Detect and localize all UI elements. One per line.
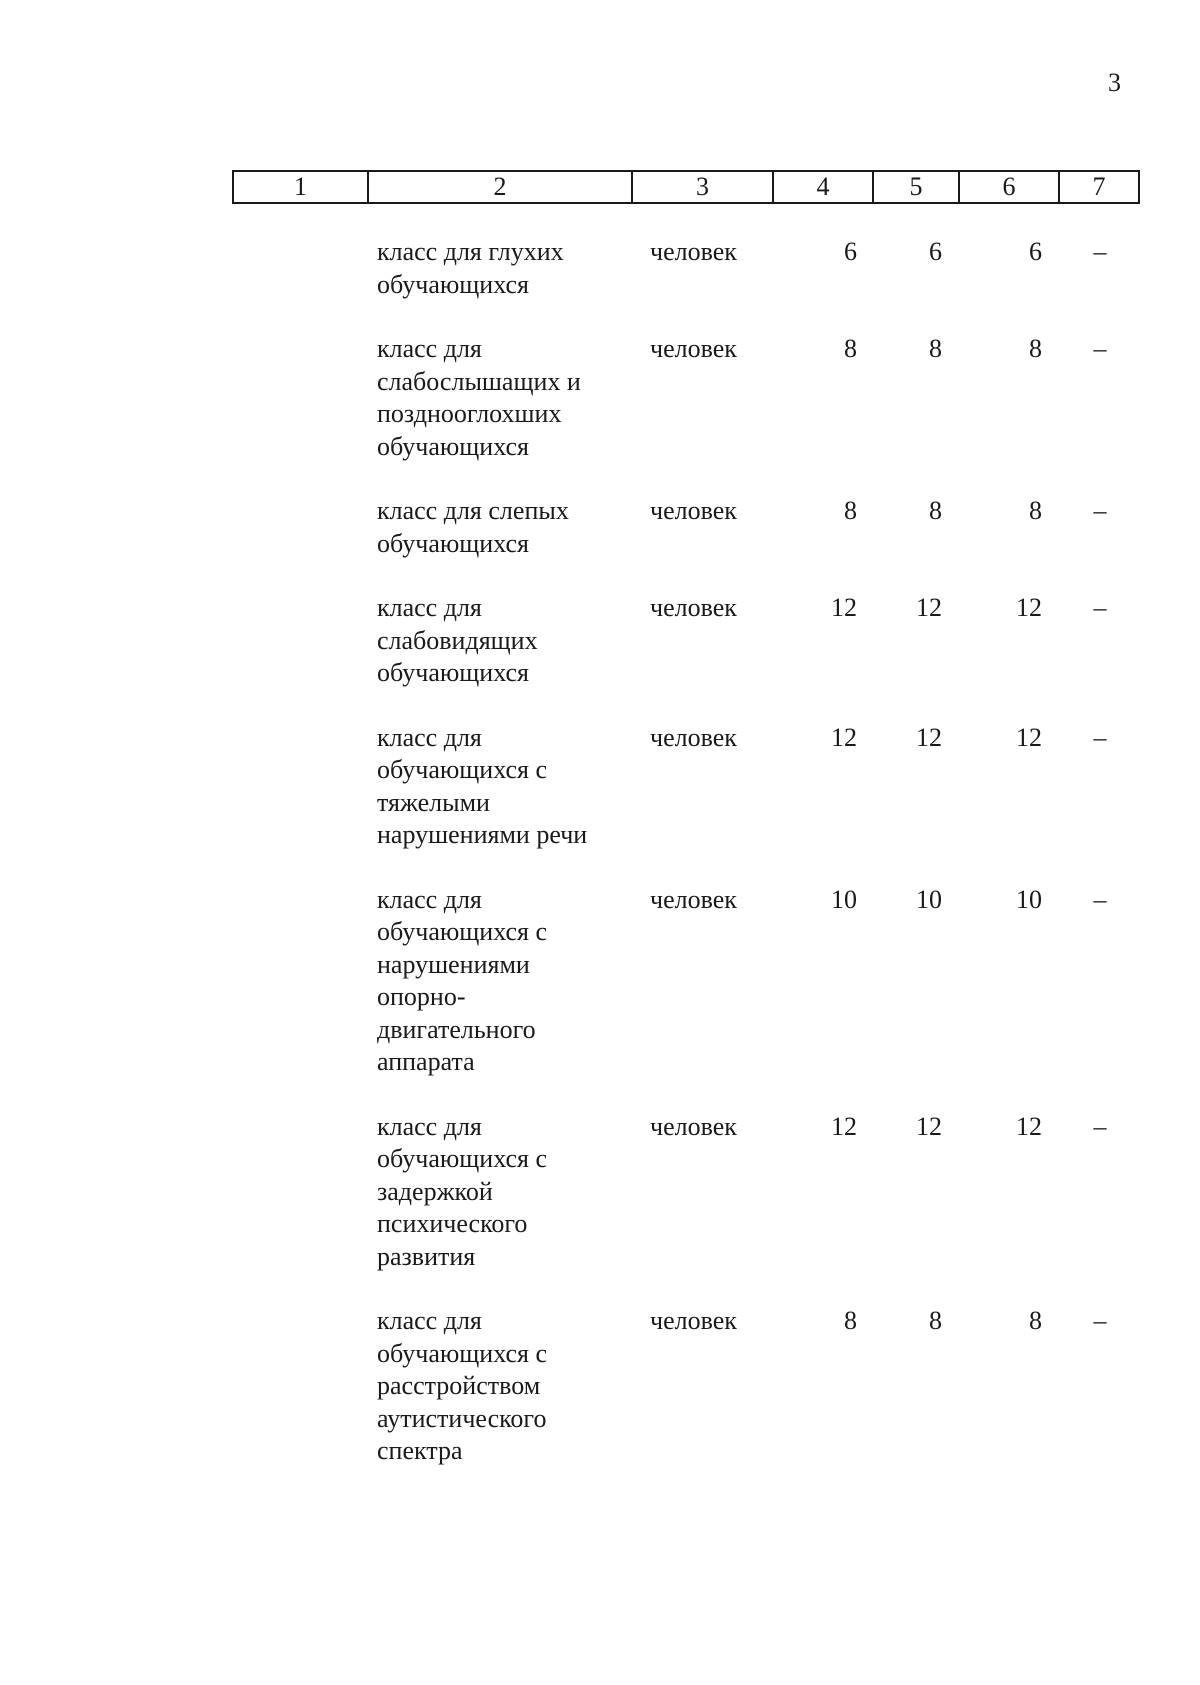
table-row	[232, 592, 1138, 690]
value-cell-col6: 6	[1029, 237, 1042, 266]
class-type-name-line: класс для слепых	[377, 496, 569, 525]
class-type-name-line: класс для	[377, 722, 482, 752]
class-type-name-line: спектра	[377, 1436, 463, 1465]
class-type-name-line: развития	[377, 1241, 476, 1271]
value-cell-col7: –	[1093, 593, 1107, 622]
value-cell-col5: 12	[916, 722, 942, 752]
value-cell-col5: 10	[916, 884, 942, 914]
class-type-name-line: класс для	[377, 334, 482, 363]
class-type-name-line: опорно-	[377, 982, 466, 1011]
table-row	[232, 236, 1138, 301]
page-number: 3	[1108, 68, 1121, 97]
header-cell-5: 5	[873, 171, 959, 203]
unit-cell: человек	[650, 722, 737, 752]
value-cell-col6: 8	[1029, 1306, 1042, 1335]
table-row	[232, 495, 1138, 560]
value-cell-col6: 12	[1016, 593, 1042, 622]
table-row	[232, 1305, 1138, 1468]
header-cell-2: 2	[368, 171, 632, 203]
class-type-name-line: психического	[377, 1209, 528, 1238]
table-row	[232, 722, 1138, 852]
class-type-name-line: обучающихся с	[377, 1338, 548, 1368]
class-type-name-line: класс для	[377, 593, 482, 622]
class-type-name-line: обучающихся с	[377, 755, 548, 784]
value-cell-col7: –	[1093, 884, 1107, 914]
class-type-name-line: обучающихся	[377, 269, 529, 299]
header-row	[233, 171, 1139, 203]
value-cell-col7: –	[1093, 334, 1107, 363]
table-row	[232, 333, 1138, 463]
class-type-name-line: обучающихся	[377, 658, 529, 687]
class-type-name	[377, 1305, 627, 1468]
value-cell-col4: 10	[831, 884, 857, 914]
class-type-name-line: двигательного	[377, 1014, 536, 1044]
class-type-name-line: класс для	[377, 1306, 482, 1335]
class-type-name-line: тяжелыми	[377, 787, 490, 817]
header-cell-6: 6	[959, 171, 1059, 203]
unit-cell: человек	[650, 884, 737, 914]
unit-cell: человек	[650, 1111, 737, 1141]
value-cell-col6: 8	[1029, 334, 1042, 363]
class-type-name-line: нарушениями речи	[377, 820, 588, 849]
class-type-name	[377, 1111, 627, 1274]
class-type-name-line: аутистического	[377, 1403, 547, 1433]
class-size-rows	[232, 236, 1138, 1468]
class-type-name	[377, 236, 627, 301]
value-cell-col6: 10	[1016, 884, 1042, 914]
column-number-header	[232, 170, 1140, 204]
value-cell-col7: –	[1093, 722, 1107, 752]
value-cell-col7: –	[1093, 1306, 1107, 1335]
header-cell-3: 3	[632, 171, 773, 203]
value-cell-col5: 12	[916, 1111, 942, 1141]
value-cell-col4: 12	[831, 593, 857, 622]
value-cell-col4: 8	[844, 1306, 857, 1335]
value-cell-col4: 12	[831, 1111, 857, 1141]
header-cell-1: 1	[233, 171, 368, 203]
class-type-name-line: слабослышащих и	[377, 366, 581, 396]
class-type-name-line: нарушениями	[377, 949, 530, 979]
unit-cell: человек	[650, 496, 737, 525]
unit-cell: человек	[650, 1306, 737, 1335]
value-cell-col6: 8	[1029, 496, 1042, 525]
value-cell-col4: 12	[831, 722, 857, 752]
value-cell-col4: 8	[844, 334, 857, 363]
class-type-name-line: класс для	[377, 1111, 482, 1141]
header-cell-4: 4	[773, 171, 873, 203]
class-type-name	[377, 722, 627, 852]
header-cell-7: 7	[1059, 171, 1139, 203]
value-cell-col7: –	[1093, 1111, 1107, 1141]
class-type-name-line: обучающихся	[377, 431, 529, 461]
class-type-name-line: обучающихся с	[377, 917, 548, 946]
value-cell-col4: 6	[844, 237, 857, 266]
value-cell-col7: –	[1093, 237, 1107, 266]
value-cell-col6: 12	[1016, 722, 1042, 752]
unit-cell: человек	[650, 334, 737, 363]
class-type-name-line: класс для глухих	[377, 237, 564, 266]
value-cell-col6: 12	[1016, 1111, 1042, 1141]
class-type-name-line: класс для	[377, 884, 482, 914]
value-cell-col5: 8	[929, 496, 942, 525]
value-cell-col5: 12	[916, 593, 942, 622]
value-cell-col7: –	[1093, 496, 1107, 525]
unit-cell: человек	[650, 593, 737, 622]
class-type-name	[377, 333, 627, 463]
value-cell-col5: 8	[929, 1306, 942, 1335]
class-type-name-line: расстройством	[377, 1371, 541, 1400]
unit-cell: человек	[650, 237, 737, 266]
class-type-name-line: обучающихся	[377, 528, 529, 558]
class-type-name	[377, 495, 627, 560]
table-row	[232, 1111, 1138, 1274]
class-type-name-line: задержкой	[377, 1176, 493, 1206]
class-type-name	[377, 592, 627, 690]
value-cell-col4: 8	[844, 496, 857, 525]
class-type-name-line: аппарата	[377, 1047, 475, 1076]
value-cell-col5: 6	[929, 237, 942, 266]
class-type-name-line: слабовидящих	[377, 625, 538, 655]
table-row	[232, 884, 1138, 1079]
class-type-name-line: обучающихся с	[377, 1144, 548, 1173]
class-type-name	[377, 884, 627, 1079]
value-cell-col5: 8	[929, 334, 942, 363]
class-type-name-line: позднооглохших	[377, 399, 562, 428]
